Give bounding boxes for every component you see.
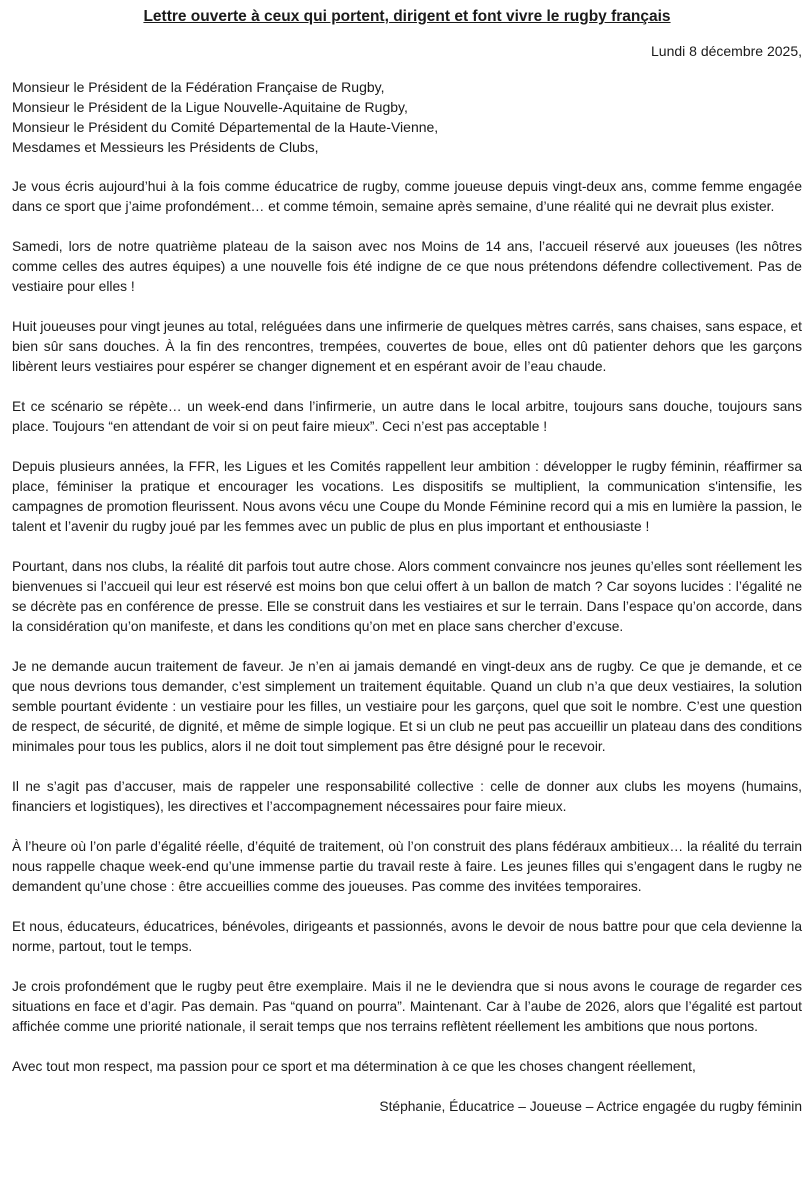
body-paragraph: À l’heure où l’on parle d’égalité réelle, d’équité de traitement, où l’on construit des plans fédéraux ambitieux… la réalité du terrain nous rappelle chaque week-end qu’une immense partie du travail reste à faire. Les jeunes filles qui s’engagent dans le rugby ne demandent qu’une chose : être accueillies comme des joueuses. Pas comme des invitées temporaires.: [12, 838, 802, 894]
recipient-line: Monsieur le Président de la Fédération Française de Rugby,: [12, 78, 385, 95]
body-paragraph: Depuis plusieurs années, la FFR, les Ligues et les Comités rappellent leur ambition : développer le rugby féminin, réaffirmer sa place, féminiser la pratique et encourager les vocations. Les dispositifs se multiplient, la communication s'intensifie, les campagnes de promotion fleurissent. Nous avons vécu une Coupe du Monde Féminine record qui a mis en lumière la passion, le talent et l’avenir du rugby joué par les femmes avec un public de plus en plus important et enthousiaste !: [12, 458, 802, 534]
body-paragraph: Et ce scénario se répète… un week-end dans l’infirmerie, un autre dans le local arbitre, toujours sans douche, toujours sans place. Toujours “en attendant de voir si on peut faire mieux”. Ceci n’est pas acceptable !: [12, 398, 802, 434]
letter-page: [12, 8, 802, 1117]
body-paragraph: Je ne demande aucun traitement de faveur. Je n’en ai jamais demandé en vingt-deux ans de rugby. Ce que je demande, et ce que nous devrions tous demander, c’est simplement un traitement équitable. Quand un club n’a que deux vestiaires, la solution semble pourtant évidente : un vestiaire pour les filles, un vestiaire pour les garçons, quel que soit le nombre. C’est une question de respect, de sécurité, de dignité, et même de simple logique. Et si un club ne peut pas accueillir un plateau dans des conditions minimales pour tous les publics, alors il ne doit tout simplement pas être désigné pour le recevoir.: [12, 658, 802, 754]
body-paragraph: Huit joueuses pour vingt jeunes au total, reléguées dans une infirmerie de quelques mètres carrés, sans chaises, sans espace, et bien sûr sans douches. À la fin des rencontres, trempées, couvertes de boue, elles ont dû patienter dehors que les garçons libèrent leurs vestiaires pour espérer se changer dignement et en espérant avoir de l’eau chaude.: [12, 318, 802, 374]
body-paragraph: Samedi, lors de notre quatrième plateau de la saison avec nos Moins de 14 ans, l’accueil réservé aux joueuses (les nôtres comme celles des autres équipes) a une nouvelle fois été indigne de ce que nous prétendons défendre collectivement. Pas de vestiaire pour elles !: [12, 238, 802, 294]
recipient-line: Mesdames et Messieurs les Présidents de Clubs,: [12, 138, 319, 155]
closing-line: Avec tout mon respect, ma passion pour ce sport et ma détermination à ce que les choses changent réellement,: [12, 1058, 696, 1074]
recipient-line: Monsieur le Président du Comité Départemental de la Haute-Vienne,: [12, 118, 439, 135]
letter-date: Lundi 8 décembre 2025,: [651, 42, 802, 59]
body-paragraph: Et nous, éducateurs, éducatrices, bénévoles, dirigeants et passionnés, avons le devoir de nous battre pour que cela devienne la norme, partout, tout le temps.: [12, 918, 802, 954]
body-paragraph: Pourtant, dans nos clubs, la réalité dit parfois tout autre chose. Alors comment convaincre nos jeunes qu’elles sont réellement les bienvenues si l’accueil qui leur est réservé est moins bon que celui offert à un ballon de match ? Car soyons lucides : l’égalité ne se décrète pas en conférence de presse. Elle se construit dans les vestiaires et sur le terrain. Dans l’espace qu’on accorde, dans la considération qu’on manifeste, et dans les conditions qu’on met en place sans chercher d’excuse.: [12, 558, 802, 634]
body-paragraph: Je crois profondément que le rugby peut être exemplaire. Mais il ne le deviendra que si nous avons le courage de regarder ces situations en face et d’agir. Pas demain. Pas “quand on pourra”. Maintenant. Car à l’aube de 2026, alors que l’égalité est partout affichée comme une priorité nationale, il serait temps que nos terrains reflètent réellement les ambitions que nous portons.: [12, 978, 802, 1034]
signature: Stéphanie, Éducatrice – Joueuse – Actrice engagée du rugby féminin: [379, 1098, 802, 1114]
recipients-block: [12, 77, 802, 157]
body-paragraph: Il ne s’agit pas d’accuser, mais de rappeler une responsabilité collective : celle de donner aux clubs les moyens (humains, financiers et logistiques), les directives et l’accompagnement nécessaires pour faire mieux.: [12, 778, 802, 814]
letter-title: Lettre ouverte à ceux qui portent, dirigent et font vivre le rugby français: [143, 8, 671, 25]
body-paragraph: Je vous écris aujourd’hui à la fois comme éducatrice de rugby, comme joueuse depuis vingt-deux ans, comme femme engagée dans ce sport que j’aime profondément… et comme témoin, semaine après semaine, d’une réalité qui ne devrait plus exister.: [12, 178, 802, 214]
recipient-line: Monsieur le Président de la Ligue Nouvelle-Aquitaine de Rugby,: [12, 98, 408, 115]
